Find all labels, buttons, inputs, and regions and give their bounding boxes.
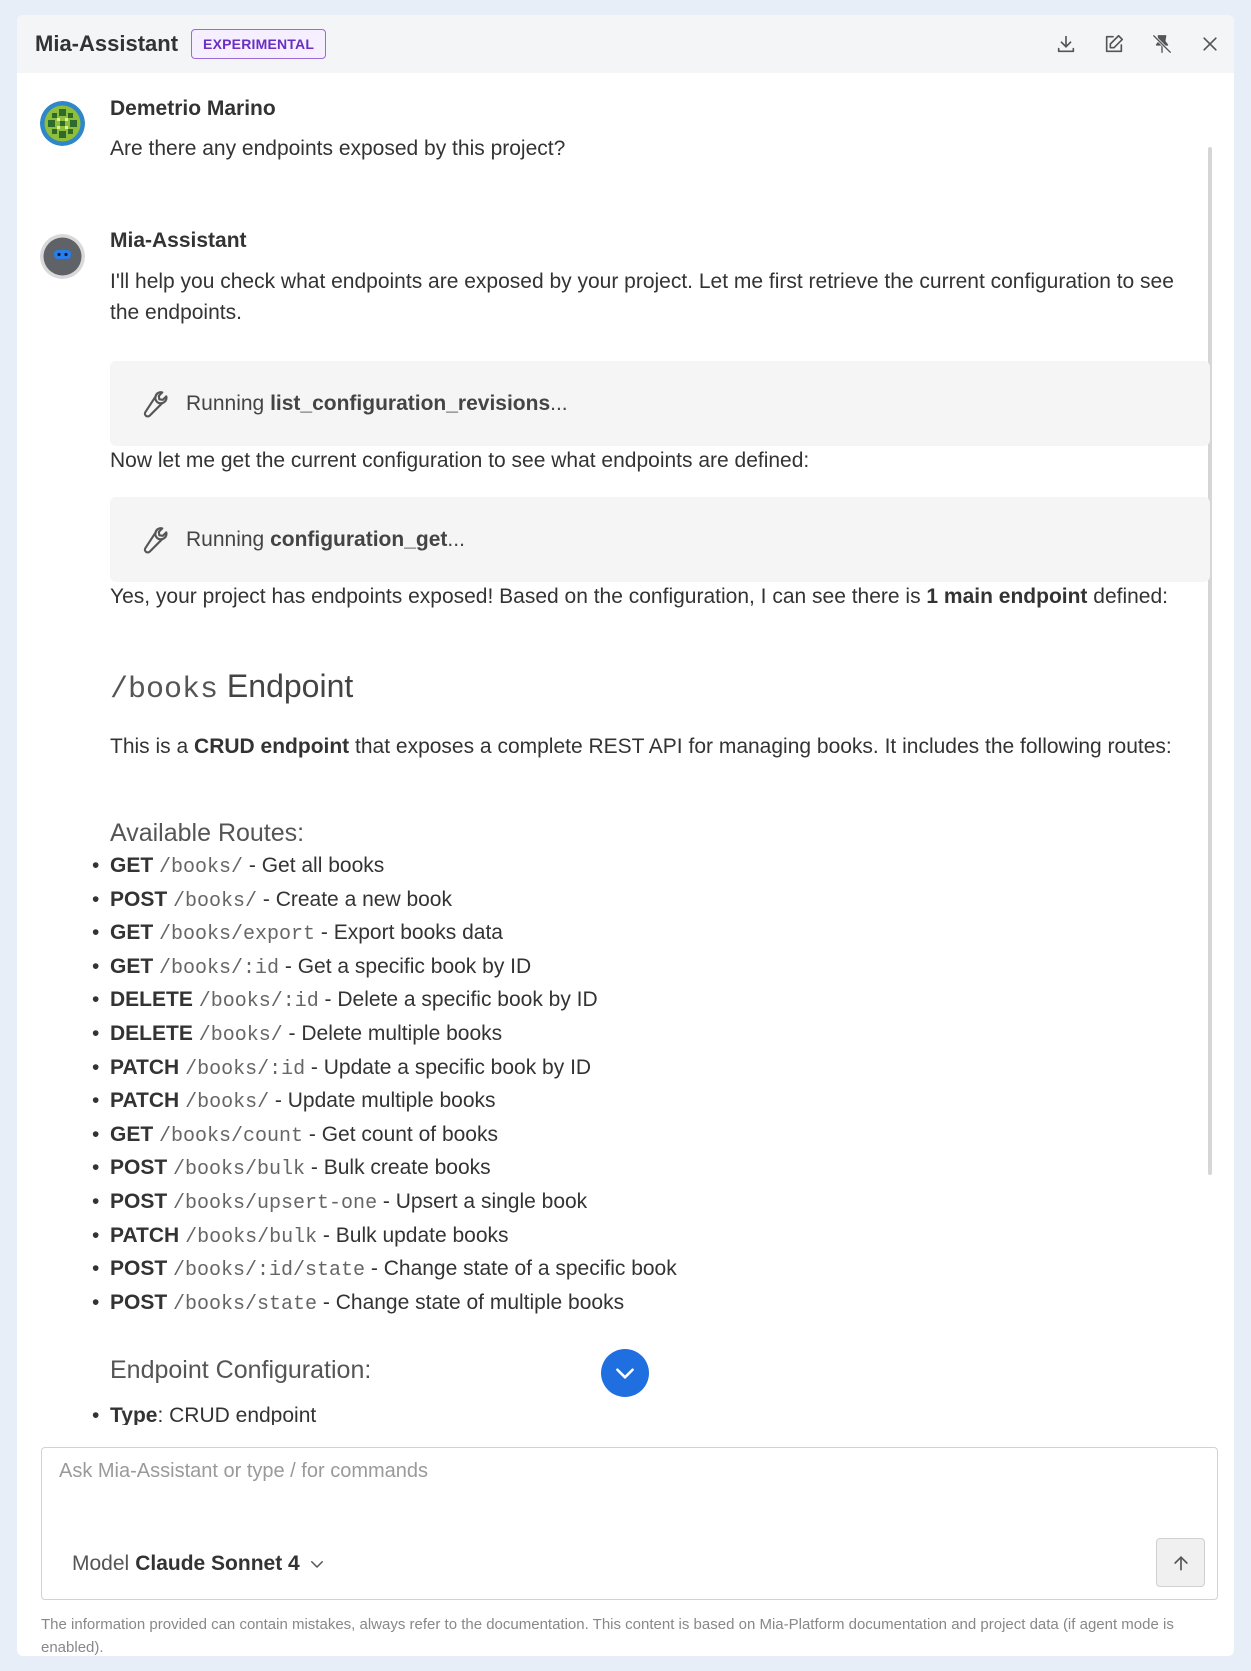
route-desc: - Update a specific book by ID — [305, 1055, 592, 1079]
route-item — [110, 983, 677, 1017]
route-desc: - Export books data — [315, 921, 503, 945]
result-text-post: defined: — [1087, 585, 1169, 608]
message-composer — [41, 1447, 1218, 1600]
config-list — [110, 1399, 316, 1425]
result-text-pre: Yes, your project has endpoints exposed! Based on the configuration, I can see there is — [110, 585, 927, 608]
route-path: /books/ — [159, 856, 244, 879]
route-desc: - Create a new book — [257, 887, 452, 911]
user-author-name: Demetrio Marino — [110, 97, 276, 120]
route-desc: - Get all books — [243, 854, 385, 877]
route-method: POST — [110, 887, 168, 911]
route-desc: - Delete multiple books — [282, 1021, 503, 1045]
assistant-between-text: Now let me get the current configuration to see what endpoints are defined: — [110, 449, 810, 472]
route-desc: - Change state of a specific book — [365, 1257, 677, 1281]
crud-text-pre: This is a — [110, 735, 195, 758]
assistant-result-text — [110, 581, 1200, 612]
experimental-badge: EXPERIMENTAL — [191, 29, 326, 59]
route-path: /books/:id — [198, 990, 319, 1014]
tool-call-list-revisions[interactable] — [110, 361, 1210, 446]
route-desc: - Update multiple books — [269, 1089, 496, 1113]
assistant-intro-text: I'll help you check what endpoints are exposed by your project. Let me first retrieve the current configuration to see the endpoints. — [110, 270, 1174, 324]
route-desc: - Upsert a single book — [377, 1189, 588, 1213]
route-item — [110, 1017, 677, 1051]
route-desc: - Get a specific book by ID — [279, 954, 532, 978]
user-avatar — [40, 101, 85, 146]
route-method: GET — [110, 854, 154, 877]
route-method: GET — [110, 1122, 154, 1146]
config-item-type — [110, 1399, 316, 1425]
route-method: GET — [110, 921, 154, 945]
route-path: /books/state — [173, 1292, 318, 1316]
route-path: /books/:id — [159, 956, 280, 980]
route-item — [110, 1118, 677, 1152]
route-method: POST — [110, 1189, 168, 1213]
route-method: PATCH — [110, 1055, 180, 1079]
tool-call-prefix: Running — [186, 391, 271, 415]
crud-text-bold: CRUD endpoint — [194, 735, 350, 758]
route-desc: - Bulk update books — [317, 1223, 509, 1247]
tool-call-name: configuration_get — [270, 527, 448, 551]
route-desc: - Delete a specific book by ID — [318, 988, 598, 1012]
route-method: DELETE — [110, 1021, 193, 1045]
route-method: POST — [110, 1156, 168, 1180]
arrow-up-icon — [1171, 1553, 1191, 1573]
route-item — [110, 1151, 677, 1185]
route-path: /books/:id — [185, 1057, 306, 1081]
wrench-icon — [136, 524, 168, 556]
model-selector[interactable] — [72, 1552, 326, 1576]
route-item — [110, 883, 677, 917]
route-item — [110, 1252, 677, 1286]
route-method: PATCH — [110, 1223, 180, 1247]
route-item — [110, 916, 677, 950]
assistant-panel — [17, 15, 1234, 1656]
route-desc: - Bulk create books — [305, 1156, 491, 1180]
route-method: GET — [110, 954, 154, 978]
header-actions — [1042, 15, 1234, 73]
tool-call-prefix: Running — [186, 527, 271, 551]
route-desc: - Change state of multiple books — [317, 1290, 625, 1314]
route-path: /books/:id/state — [173, 1259, 366, 1283]
route-method: DELETE — [110, 988, 193, 1012]
endpoint-path: /books — [110, 673, 219, 707]
tool-call-name: list_configuration_revisions — [270, 391, 551, 415]
routes-list — [110, 849, 677, 1319]
route-method: POST — [110, 1257, 168, 1281]
chevron-down-icon — [612, 1360, 638, 1386]
chevron-down-icon — [308, 1555, 326, 1573]
route-path: /books/ — [173, 889, 258, 913]
assistant-avatar — [40, 234, 85, 279]
route-item — [110, 1185, 677, 1219]
config-type-label: Type — [110, 1404, 158, 1425]
route-path: /books/bulk — [185, 1225, 318, 1249]
route-path: /books/ — [198, 1023, 283, 1047]
crud-text-post: that exposes a complete REST API for managing books. It includes the following routes: — [349, 735, 1172, 758]
disclaimer-text: The information provided can contain mistakes, always refer to the documentation. This content is based on Mia-Platform documentation and project data (if agent mode is enabled). — [41, 1616, 1174, 1656]
user-message-text: Are there any endpoints exposed by this project? — [110, 137, 566, 160]
route-path: /books/ — [185, 1091, 270, 1115]
endpoint-heading — [110, 668, 1200, 707]
route-path: /books/count — [159, 1124, 304, 1148]
route-item — [110, 849, 677, 883]
panel-header — [17, 15, 1234, 73]
tool-call-ellipsis: ... — [550, 391, 568, 415]
route-path: /books/bulk — [173, 1158, 306, 1182]
route-path: /books/export — [159, 923, 316, 947]
model-label: Model — [72, 1552, 130, 1575]
crud-description — [110, 731, 1200, 762]
model-value: Claude Sonnet 4 — [135, 1552, 300, 1575]
chat-input[interactable] — [43, 1449, 1083, 1519]
route-item — [110, 1286, 677, 1320]
route-item — [110, 1051, 677, 1085]
edit-icon[interactable] — [1090, 20, 1138, 68]
routes-heading: Available Routes: — [110, 819, 305, 847]
assistant-author-name: Mia-Assistant — [110, 229, 247, 252]
tool-call-configuration-get[interactable] — [110, 497, 1210, 582]
wrench-icon — [136, 388, 168, 420]
unpin-icon[interactable] — [1138, 20, 1186, 68]
route-item — [110, 1219, 677, 1253]
config-heading: Endpoint Configuration: — [110, 1356, 372, 1384]
app-title: Mia-Assistant — [35, 31, 179, 56]
result-text-bold: 1 main endpoint — [926, 585, 1088, 608]
scroll-to-bottom-button[interactable] — [601, 1349, 649, 1397]
route-method: POST — [110, 1290, 168, 1314]
route-desc: - Get count of books — [303, 1122, 498, 1146]
close-icon[interactable] — [1186, 20, 1234, 68]
route-item — [110, 950, 677, 984]
chat-area[interactable] — [17, 73, 1217, 1425]
chat-scrollbar[interactable] — [1208, 147, 1212, 1175]
send-button[interactable] — [1156, 1538, 1205, 1587]
route-method: PATCH — [110, 1089, 180, 1113]
route-path: /books/upsert-one — [173, 1191, 378, 1215]
download-icon[interactable] — [1042, 20, 1090, 68]
config-type-value: : CRUD endpoint — [157, 1404, 317, 1425]
tool-call-ellipsis: ... — [447, 527, 465, 551]
route-item — [110, 1084, 677, 1118]
endpoint-heading-word: Endpoint — [218, 668, 354, 704]
